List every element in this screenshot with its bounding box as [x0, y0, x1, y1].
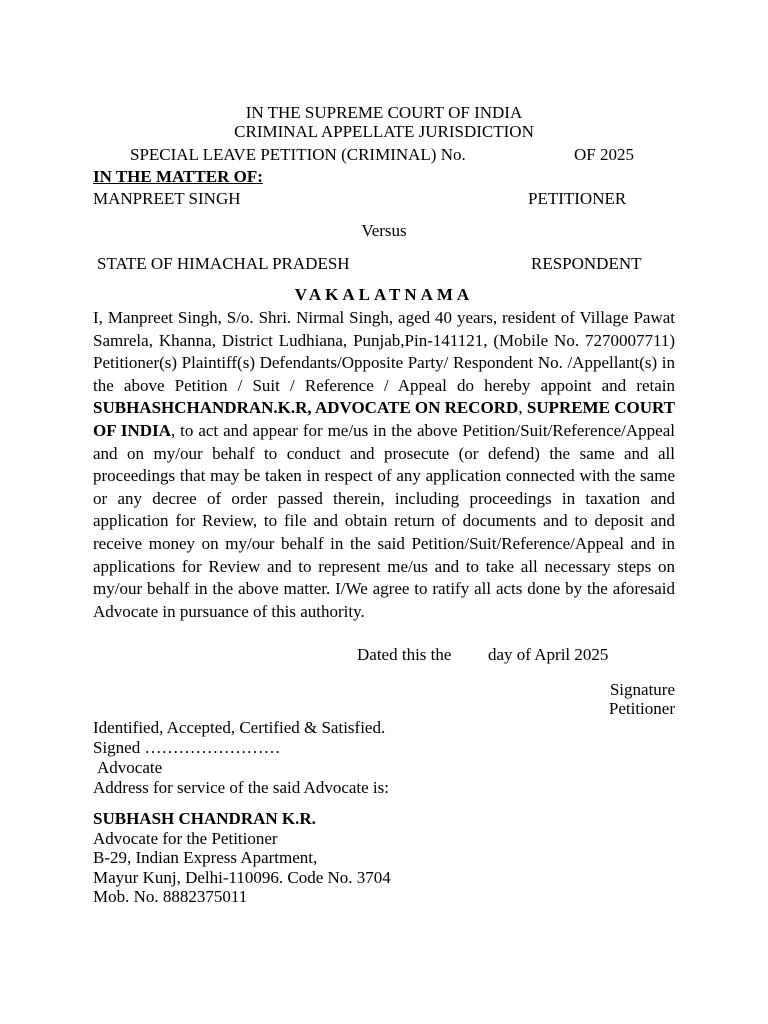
- advocate-name-bold: SUBHASHCHANDRAN.K.R, ADVOCATE ON RECORD: [93, 398, 519, 418]
- address-label: Address for service of the said Advocate is:: [93, 778, 389, 797]
- vakalatnama-body: [93, 307, 675, 623]
- advocate-label: Advocate: [97, 758, 163, 777]
- identification-line: Identified, Accepted, Certified & Satisfied.: [93, 718, 386, 737]
- advocate-mobile: Mob. No. 8882375011: [93, 887, 248, 906]
- advocate-address-line2: Mayur Kunj, Delhi-110096. Code No. 3704: [93, 868, 391, 887]
- respondent-role: RESPONDENT: [531, 254, 642, 273]
- advocate-block-name: SUBHASH CHANDRAN K.R.: [93, 809, 316, 828]
- body-text-intro: I, Manpreet Singh, S/o. Shri. Nirmal Singh, aged 40 years, resident of Village Pawat Samrela, Khanna, District Ludhiana, Punjab,Pin-141121, (Mobile No. 7270007711) Petitioner(s) Plaintiff(s) Defendants/Opposite Party/ Respondent No. /Appellant(s) in the above Petition / Suit / Reference / Appeal do hereby appoint and retain: [93, 308, 675, 395]
- jurisdiction: CRIMINAL APPELLATE JURISDICTION: [234, 122, 534, 141]
- petitioner-role: PETITIONER: [528, 189, 627, 208]
- advocate-address-line1: B-29, Indian Express Apartment,: [93, 848, 318, 867]
- signature-label: Signature: [609, 680, 675, 699]
- signature-role: Petitioner: [608, 699, 675, 718]
- body-text-rest: , to act and appear for me/us in the above Petition/Suit/Reference/Appeal and on my/our behalf to conduct and prosecute (or defend) the same and all proceedings that may be taken in respect of any application connected with the same or any decree of order passed therein, including proceedings in taxation and application for Review, to file and obtain return of documents and to deposit and receive money on my/our behalf in the said Petition/Suit/Reference/Appeal and in applications for Review and to represent me/us and to take all necessary steps on my/our behalf in the above matter. I/We agree to ratify all acts done by the aforesaid Advocate in pursuance of this authority.: [93, 420, 675, 621]
- court-name-bold: SUPREME COURT OF INDIA: [93, 398, 675, 440]
- petition-year: OF 2025: [574, 145, 634, 164]
- respondent-name: STATE OF HIMACHAL PRADESH: [97, 254, 350, 273]
- body-comma: ,: [518, 398, 527, 418]
- document-title: VAKALATNAMA: [294, 285, 474, 304]
- matter-heading: IN THE MATTER OF:: [93, 167, 263, 186]
- court-name: IN THE SUPREME COURT OF INDIA: [245, 103, 523, 122]
- dated-prefix: Dated this the: [357, 645, 452, 664]
- versus-label: Versus: [361, 221, 407, 240]
- signed-line: Signed ……………………: [93, 738, 281, 757]
- petitioner-name: MANPREET SINGH: [93, 189, 241, 208]
- dated-suffix: day of April 2025: [488, 645, 609, 664]
- petition-number: SPECIAL LEAVE PETITION (CRIMINAL) No.: [130, 145, 466, 164]
- advocate-block-role: Advocate for the Petitioner: [93, 829, 278, 848]
